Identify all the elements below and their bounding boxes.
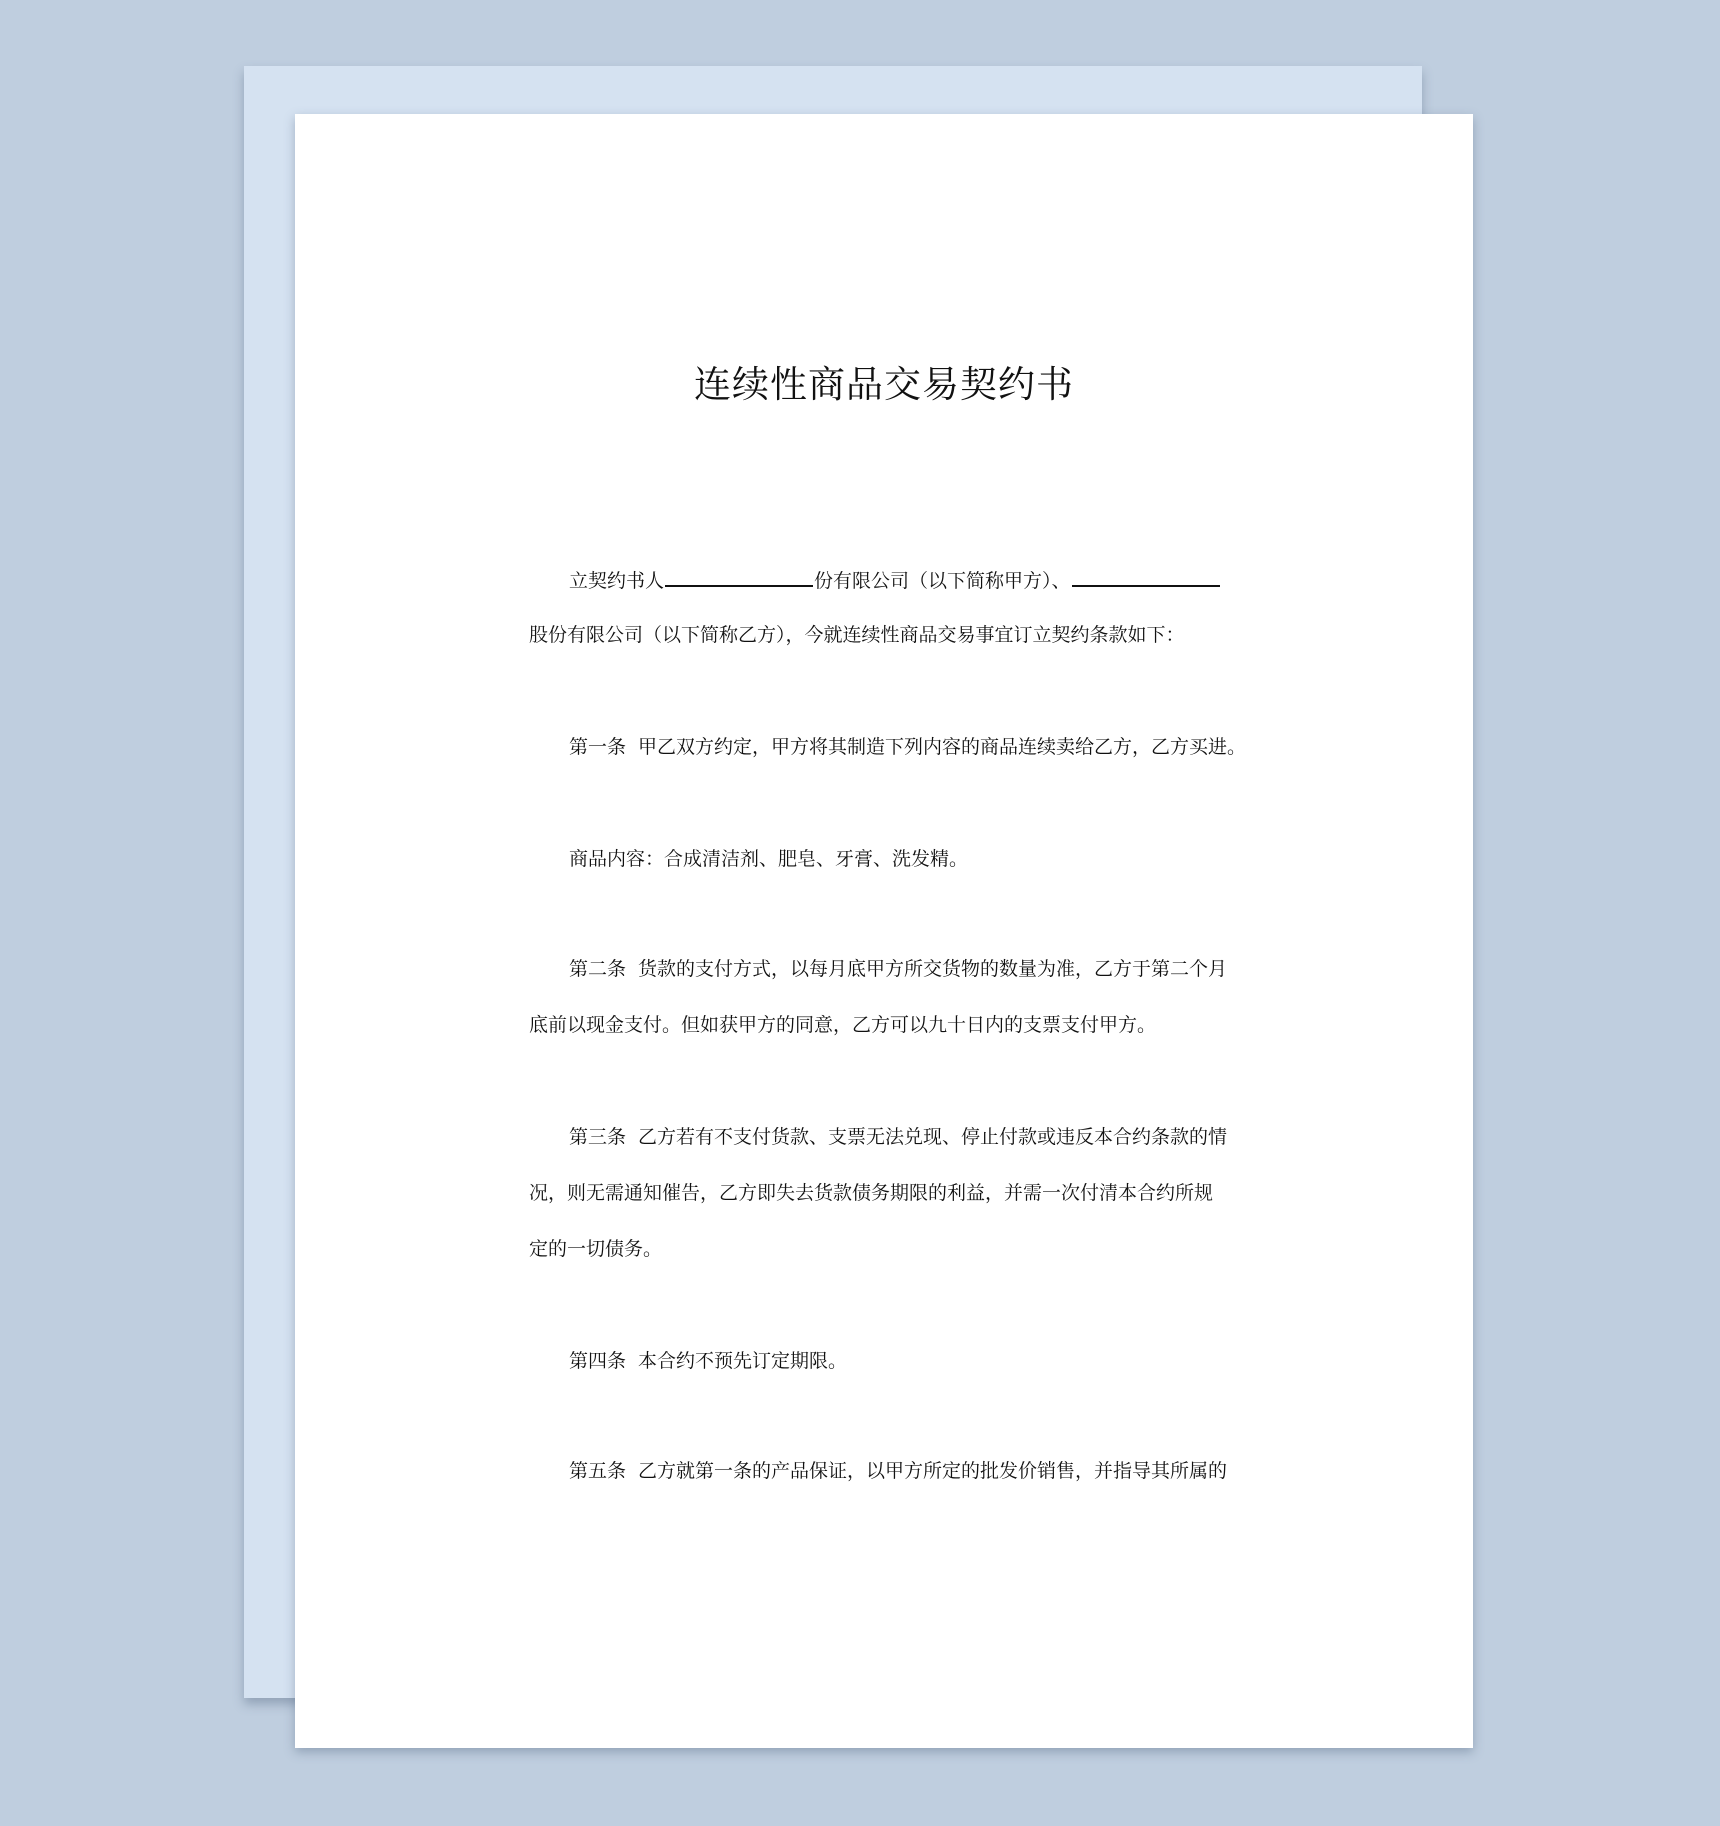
article-2-line-2: 底前以现金支付。但如获甲方的同意，乙方可以九十日内的支票支付甲方。 xyxy=(529,1014,1157,1036)
intro-line-1 xyxy=(569,567,1221,593)
article-2-label: 第二条 xyxy=(569,958,627,980)
document-title: 连续性商品交易契约书 xyxy=(694,363,1074,406)
article-1 xyxy=(569,735,1246,759)
intro-text-b: 份有限公司（以下简称甲方）、 xyxy=(814,570,1071,592)
article-3-label: 第三条 xyxy=(569,1126,627,1148)
article-4-text: 本合约不预先订定期限。 xyxy=(638,1350,848,1372)
article-5 xyxy=(569,1459,1227,1483)
goods-content: 商品内容：合成清洁剂、肥皂、牙膏、洗发精。 xyxy=(569,848,969,870)
article-3-text-1: 乙方若有不支付货款、支票无法兑现、停止付款或违反本合约条款的情 xyxy=(638,1126,1228,1148)
blank-field-party-b xyxy=(1072,567,1220,587)
intro-text-a: 立契约书人 xyxy=(569,570,665,592)
article-5-text: 乙方就第一条的产品保证，以甲方所定的批发价销售，并指导其所属的 xyxy=(638,1460,1228,1482)
article-2-text-1: 货款的支付方式，以每月底甲方所交货物的数量为准，乙方于第二个月 xyxy=(638,958,1228,980)
article-4-label: 第四条 xyxy=(569,1350,627,1372)
article-1-label: 第一条 xyxy=(569,736,627,758)
article-5-label: 第五条 xyxy=(569,1460,627,1482)
article-3-line-1 xyxy=(569,1125,1227,1149)
intro-line-2: 股份有限公司（以下简称乙方），今就连续性商品交易事宜订立契约条款如下： xyxy=(529,624,1185,646)
blank-field-party-a xyxy=(665,567,813,587)
document-page xyxy=(295,114,1473,1748)
article-4 xyxy=(569,1349,847,1373)
article-3-line-3: 定的一切债务。 xyxy=(529,1238,663,1260)
article-2-line-1 xyxy=(569,957,1227,981)
article-1-text: 甲乙双方约定，甲方将其制造下列内容的商品连续卖给乙方，乙方买进。 xyxy=(638,736,1247,758)
article-3-line-2: 况，则无需通知催告，乙方即失去货款债务期限的利益，并需一次付清本合约所规 xyxy=(529,1182,1214,1204)
